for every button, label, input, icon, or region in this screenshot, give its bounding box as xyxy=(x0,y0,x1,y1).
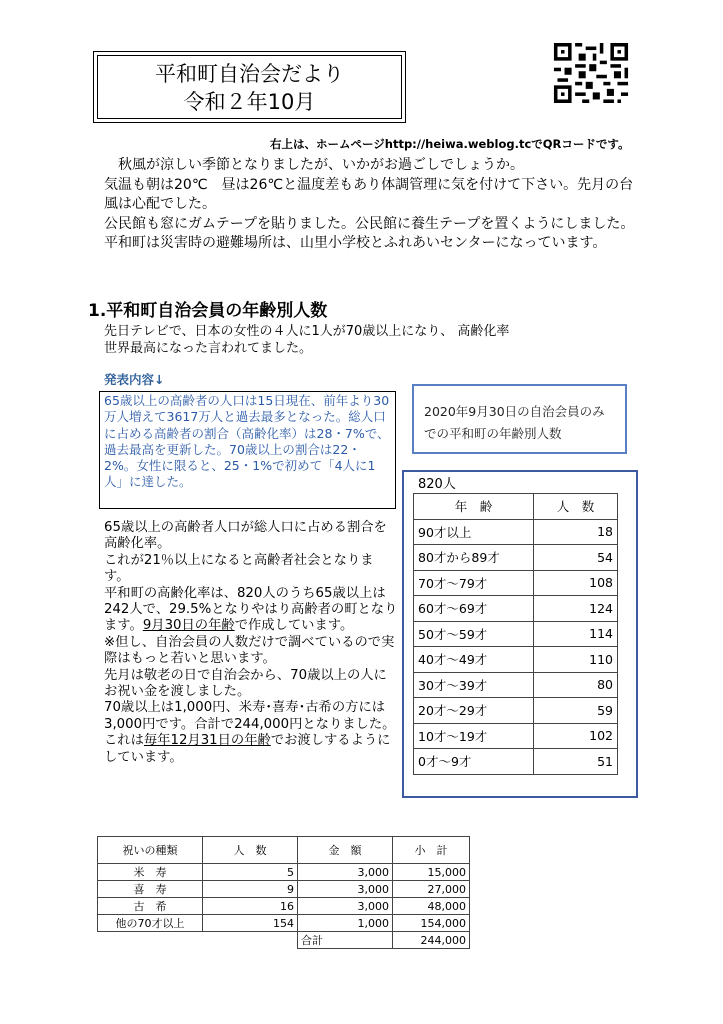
subtotal-cell: 15,000 xyxy=(393,864,470,881)
underlined-text: 9月30日の年齢 xyxy=(142,618,235,634)
table-row xyxy=(414,647,618,673)
count-cell: 154 xyxy=(203,915,298,932)
table-row xyxy=(414,723,618,749)
body-text: で作成しています。 xyxy=(234,618,354,634)
body-text: これは xyxy=(104,733,144,749)
type-cell: 古 希 xyxy=(98,898,203,915)
table-row xyxy=(98,898,470,915)
amount-cell: 1,000 xyxy=(298,915,393,932)
table-row xyxy=(414,621,618,647)
intro-text xyxy=(104,156,644,254)
body-paragraph: 先月は敬老の日で自治会から、70歳以上の人にお祝い金を渡しました。 xyxy=(104,667,387,700)
age-cell: 60才～69才 xyxy=(414,596,534,622)
type-cell: 喜 寿 xyxy=(98,881,203,898)
qr-note: 右上は、ホームページhttp://heiwa.weblog.tcでQRコードです。 xyxy=(270,137,630,151)
count-cell: 108 xyxy=(534,570,618,596)
age-cell: 0才～9才 xyxy=(414,749,534,775)
table-row xyxy=(414,570,618,596)
age-cell: 90才以上 xyxy=(414,519,534,545)
table-row xyxy=(98,881,470,898)
subtotal-cell: 27,000 xyxy=(393,881,470,898)
column-header: 人 数 xyxy=(203,837,298,864)
age-cell: 20才～29才 xyxy=(414,698,534,724)
count-cell: 102 xyxy=(534,723,618,749)
empty-cell xyxy=(203,932,298,949)
column-header: 祝いの種類 xyxy=(98,837,203,864)
table-header-row xyxy=(98,837,470,864)
intro-paragraph: 秋風が涼しい季節となりましたが、いかがお過ごしでしょうか。 xyxy=(104,157,524,173)
subtotal-cell: 154,000 xyxy=(393,915,470,932)
table-row xyxy=(414,698,618,724)
age-table xyxy=(413,493,618,775)
total-label-cell: 合計 xyxy=(298,932,393,949)
count-cell: 9 xyxy=(203,881,298,898)
qr-code-icon xyxy=(553,43,629,103)
section-lead-line: 先日テレビで、日本の女性の４人に1人が70歳以上になり、 高齢化率 xyxy=(104,324,510,339)
column-header: 年 齢 xyxy=(414,494,534,520)
column-header: 小 計 xyxy=(393,837,470,864)
count-cell: 124 xyxy=(534,596,618,622)
table-total-row xyxy=(98,932,470,949)
intro-paragraph: 平和町は災害時の避難場所は、山里小学校とふれあいセンターになっています。 xyxy=(104,235,607,251)
count-cell: 51 xyxy=(534,749,618,775)
body-text: でお渡しするようにしています。 xyxy=(104,733,391,765)
age-table-caption: 2020年9月30日の自治会員のみでの平和町の年齢別人数 xyxy=(412,384,627,454)
newsletter-title-box xyxy=(97,55,402,119)
newsletter-title: 平和町自治会だより xyxy=(155,62,344,86)
intro-paragraph: 気温も朝は20℃ 昼は26℃と温度差もあり体調管理に気を付けて下さい。先月の台風は心配でした。 xyxy=(104,176,634,212)
type-cell: 米 寿 xyxy=(98,864,203,881)
count-cell: 80 xyxy=(534,672,618,698)
intro-paragraph: 公民館も窓にガムテープを貼りました。公民館に養生テープを置くようにしました。 xyxy=(104,215,635,232)
body-paragraph xyxy=(104,586,399,635)
age-cell: 10才～19才 xyxy=(414,723,534,749)
table-row xyxy=(414,672,618,698)
age-cell: 80才から89才 xyxy=(414,545,534,571)
age-cell: 40才～49才 xyxy=(414,647,534,673)
column-header: 金 額 xyxy=(298,837,393,864)
table-row xyxy=(414,545,618,571)
section-lead xyxy=(104,323,604,357)
body-paragraph: 70歳以上は1,000円、米寿･喜寿･古希の方には3,000円です。合計で244,000円となりました。 xyxy=(104,700,396,732)
count-cell: 18 xyxy=(534,519,618,545)
subtotal-cell: 48,000 xyxy=(393,898,470,915)
gift-table xyxy=(97,836,470,949)
age-cell: 30才～39才 xyxy=(414,672,534,698)
section-lead-line: 世界最高になった言われてました。 xyxy=(104,341,313,356)
table-header-row xyxy=(414,494,618,520)
body-paragraph: ※但し、自治会員の人数だけで調べているので実際はもっと若いと思います。 xyxy=(104,634,395,667)
count-cell: 5 xyxy=(203,864,298,881)
column-header: 人 数 xyxy=(534,494,618,520)
section-heading: 1.平和町自治会員の年齢別人数 xyxy=(88,301,328,321)
count-cell: 114 xyxy=(534,621,618,647)
table-row xyxy=(414,519,618,545)
body-paragraph: 65歳以上の高齢者人口が総人口に占める割合を高齢化率。 xyxy=(104,520,387,552)
newsletter-date: 令和２年10月 xyxy=(183,90,316,114)
body-text: 平和町の高齢化率は、820人のうち65歳以上は242人で、29.5%となりやはり高齢者の町となります。 xyxy=(104,585,398,634)
age-cell: 70才～79才 xyxy=(414,570,534,596)
body-paragraph xyxy=(104,733,399,766)
age-table-total: 820人 xyxy=(418,477,456,492)
table-row xyxy=(414,596,618,622)
empty-cell xyxy=(98,932,203,949)
amount-cell: 3,000 xyxy=(298,881,393,898)
table-row xyxy=(98,864,470,881)
announce-box: 65歳以上の高齢者の人口は15日現在、前年より30万人増えて3617万人と過去最多となった。総人口に占める高齢者の割合（高齢化率）は28・7%で、過去最高を更新した。70歳以上の割合は22・2%。女性に限ると、25・1%で初めて「4人に1人」に達した。 xyxy=(99,391,396,509)
age-cell: 50才～59才 xyxy=(414,621,534,647)
amount-cell: 3,000 xyxy=(298,864,393,881)
type-cell: 他の70才以上 xyxy=(98,915,203,932)
count-cell: 16 xyxy=(203,898,298,915)
underlined-text: 毎年12月31日の年齢 xyxy=(143,733,271,749)
total-value-cell: 244,000 xyxy=(393,932,470,949)
table-row xyxy=(98,915,470,932)
count-cell: 110 xyxy=(534,647,618,673)
aging-rate-text xyxy=(104,520,399,766)
count-cell: 59 xyxy=(534,698,618,724)
table-row xyxy=(414,749,618,775)
announce-label: 発表内容↓ xyxy=(104,372,165,387)
body-paragraph: これが21％以上になると高齢者社会となります。 xyxy=(104,552,374,585)
amount-cell: 3,000 xyxy=(298,898,393,915)
count-cell: 54 xyxy=(534,545,618,571)
